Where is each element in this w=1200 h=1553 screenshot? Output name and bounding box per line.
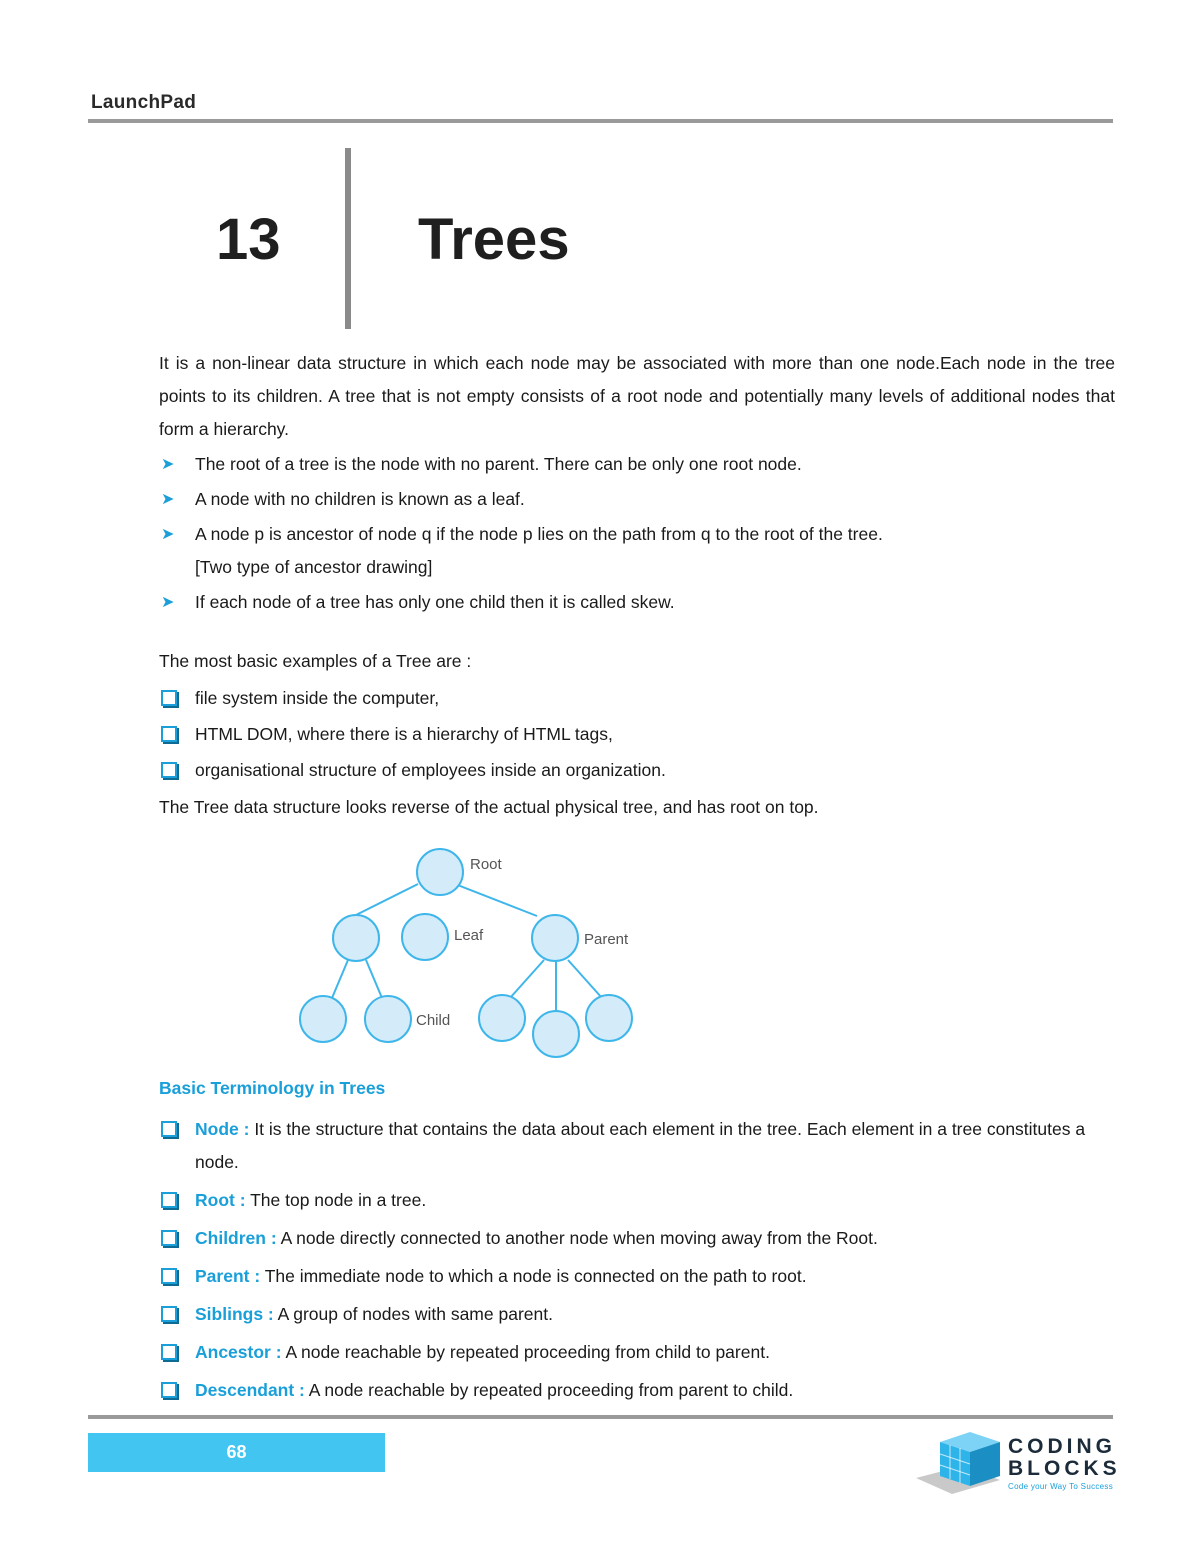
checkbox-bullet-icon <box>161 690 177 706</box>
list-item-text: file system inside the computer, <box>195 688 440 708</box>
leaf-label: Leaf <box>454 927 484 944</box>
logo-line-2: BLOCKS <box>1008 1457 1121 1480</box>
edge-root-left <box>354 884 418 916</box>
term-definition: A group of nodes with same parent. <box>273 1304 553 1324</box>
page-number: 68 <box>226 1442 247 1462</box>
page-number-badge <box>88 1433 385 1472</box>
child-node <box>533 1011 579 1057</box>
list-item-text: The root of a tree is the node with no parent. There can be only one root node. <box>195 454 802 474</box>
checkbox-bullet-icon <box>161 1192 177 1208</box>
term-definition: It is the structure that contains the data about each element in the tree. Each element in a tree constitutes a node. <box>195 1119 1086 1172</box>
root-label: Root <box>470 856 502 873</box>
logo-wordmark <box>1008 1436 1121 1480</box>
list-item <box>159 754 1115 787</box>
arrow-bullet-icon: ➤ <box>161 491 175 508</box>
intro-paragraph: It is a non-linear data structure in which each node may be associated with more than one node.Each node in the tree points to its children. A tree that is not empty consists of a root node and potentially many levels of additional nodes that form a hierarchy. <box>159 353 1115 439</box>
edge-parent-child1 <box>510 960 544 998</box>
list-item-text: A node p is ancestor of node q if the node p lies on the path from q to the root of the tree. <box>195 524 883 544</box>
chapter-title: Trees <box>418 207 570 272</box>
term-item <box>159 1260 1115 1293</box>
list-item-text: If each node of a tree has only one child then it is called skew. <box>195 592 675 612</box>
list-item <box>159 518 1115 584</box>
edge-root-right <box>455 884 537 916</box>
leaf-node <box>402 914 448 960</box>
terminology-heading: Basic Terminology in Trees <box>159 1078 386 1098</box>
child-node <box>479 995 525 1041</box>
footer-rule <box>88 1415 1113 1419</box>
term-name: Node : <box>195 1119 250 1139</box>
terminology-list <box>159 1113 1115 1412</box>
left-internal-node <box>333 915 379 961</box>
term-name: Siblings : <box>195 1304 274 1324</box>
term-name: Descendant : <box>195 1380 305 1400</box>
term-item <box>159 1336 1115 1369</box>
list-item <box>159 483 1115 516</box>
ancestor-note: [Two type of ancestor drawing] <box>195 557 433 577</box>
header-rule <box>88 119 1113 123</box>
term-item <box>159 1113 1115 1179</box>
brand-header: LaunchPad <box>91 92 197 113</box>
summary-paragraph: The Tree data structure looks reverse of the actual physical tree, and has root on top. <box>159 797 819 817</box>
chapter-divider <box>345 148 351 329</box>
child-node <box>365 996 411 1042</box>
logo-line-1: CODING <box>1008 1435 1116 1458</box>
child-node <box>300 996 346 1042</box>
tree-diagram <box>290 840 650 1065</box>
arrow-bullet-icon: ➤ <box>161 456 175 473</box>
list-item-text: A node with no children is known as a leaf. <box>195 489 525 509</box>
arrow-bullet-icon: ➤ <box>161 594 175 611</box>
term-name: Ancestor : <box>195 1342 282 1362</box>
term-name: Root : <box>195 1190 246 1210</box>
child-label: Child <box>416 1012 451 1029</box>
term-name: Parent : <box>195 1266 261 1286</box>
tree-nodes <box>300 849 632 1057</box>
term-definition: A node reachable by repeated proceeding from parent to child. <box>304 1380 794 1400</box>
checkbox-bullet-icon <box>161 762 177 778</box>
root-node <box>417 849 463 895</box>
logo-tagline: Code your Way To Success <box>1008 1482 1114 1491</box>
list-item-text: HTML DOM, where there is a hierarchy of HTML tags, <box>195 724 613 744</box>
parent-node <box>532 915 578 961</box>
list-item <box>159 682 1115 715</box>
term-item <box>159 1374 1115 1407</box>
term-item <box>159 1184 1115 1217</box>
term-definition: The top node in a tree. <box>245 1190 427 1210</box>
edge-parent-child3 <box>568 960 602 998</box>
checkbox-bullet-icon <box>161 1268 177 1284</box>
term-definition: A node reachable by repeated proceeding from child to parent. <box>281 1342 770 1362</box>
child-node <box>586 995 632 1041</box>
checkbox-bullet-icon <box>161 1230 177 1246</box>
term-name: Children : <box>195 1228 277 1248</box>
term-item <box>159 1222 1115 1255</box>
term-item <box>159 1298 1115 1331</box>
examples-intro: The most basic examples of a Tree are : <box>159 651 472 671</box>
list-item <box>159 586 1115 619</box>
term-definition: The immediate node to which a node is connected on the path to root. <box>260 1266 807 1286</box>
tree-facts-list <box>159 448 1115 619</box>
edge-left-child2 <box>366 960 382 998</box>
arrow-bullet-icon: ➤ <box>161 526 175 543</box>
checkbox-bullet-icon <box>161 1306 177 1322</box>
main-content <box>159 347 1115 824</box>
examples-list <box>159 682 1115 787</box>
checkbox-bullet-icon <box>161 726 177 742</box>
checkbox-bullet-icon <box>161 1121 177 1137</box>
chapter-number: 13 <box>216 207 281 272</box>
parent-label: Parent <box>584 931 629 948</box>
list-item <box>159 448 1115 481</box>
term-definition: A node directly connected to another node when moving away from the Root. <box>276 1228 878 1248</box>
list-item-text: organisational structure of employees inside an organization. <box>195 760 666 780</box>
list-item <box>159 718 1115 751</box>
checkbox-bullet-icon <box>161 1382 177 1398</box>
edge-left-child1 <box>332 960 348 998</box>
checkbox-bullet-icon <box>161 1344 177 1360</box>
